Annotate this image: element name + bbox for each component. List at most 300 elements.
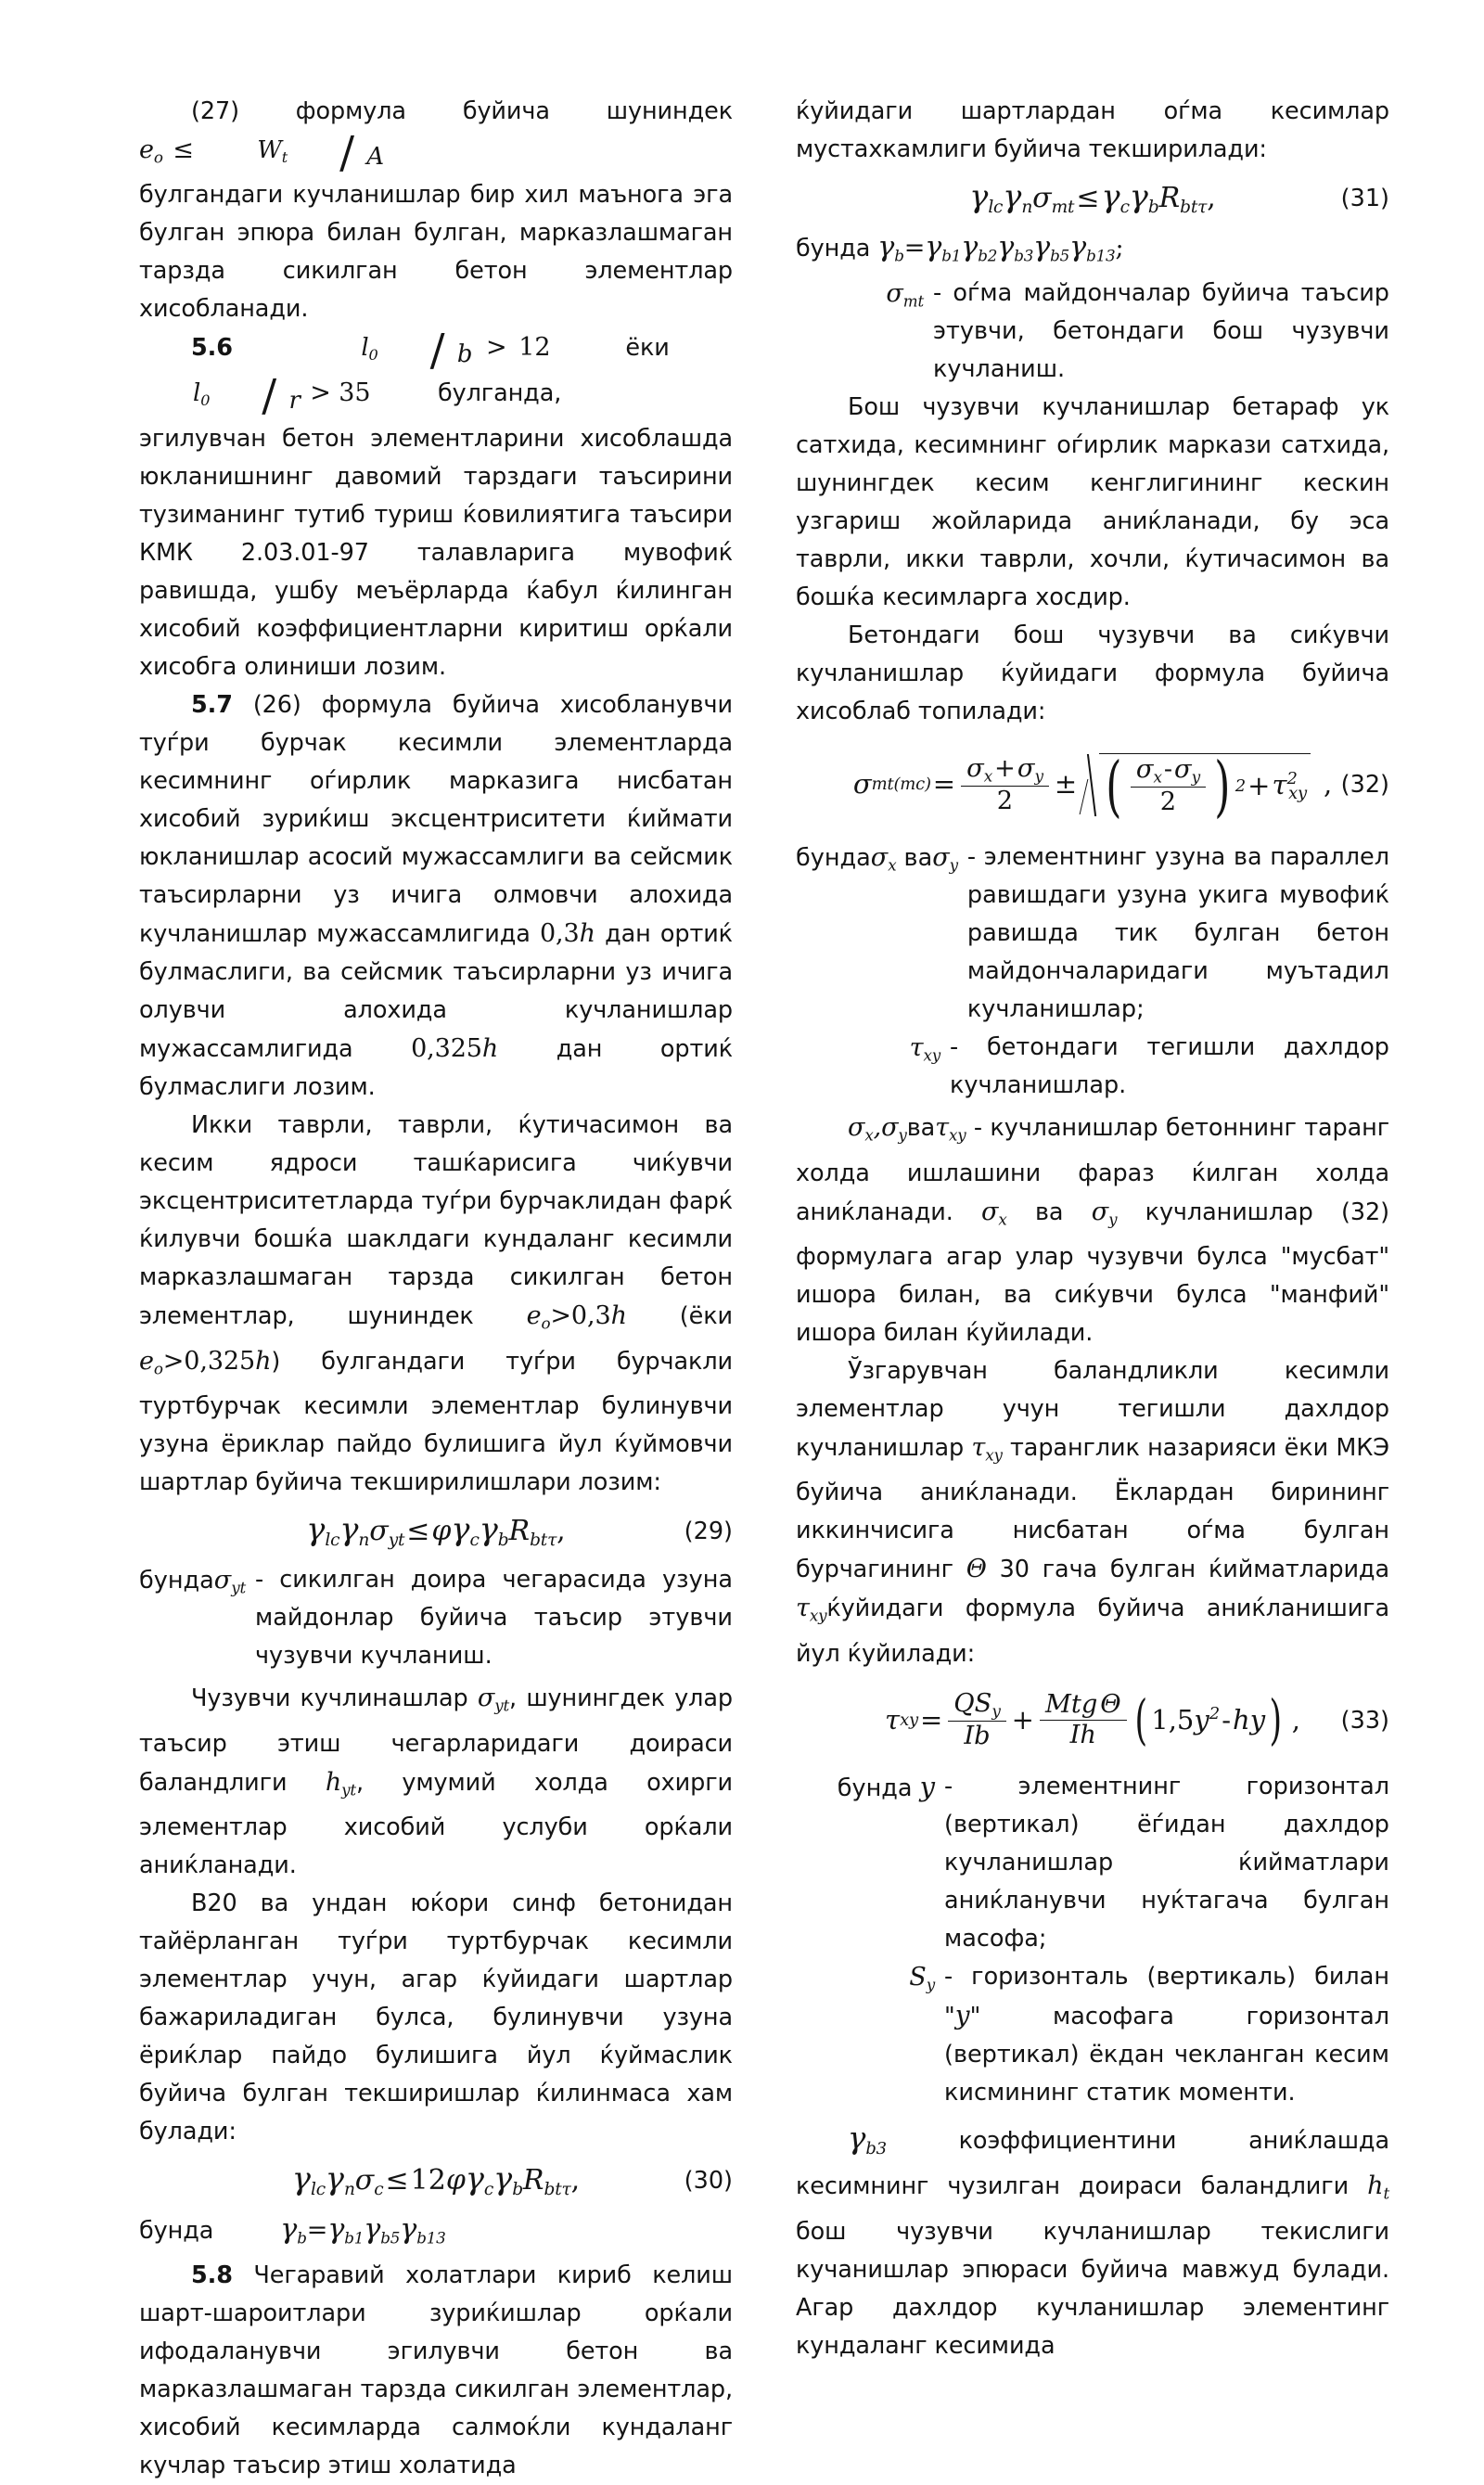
paragraph-1: булгандаги кучланишлар бир хил маънога эга булган эпюра билан булган, марказлашмаган тарзда сикилган бетон элементлар хисобланади. — [139, 181, 733, 324]
definition-sigma-x-y — [796, 839, 1389, 1029]
eq27-numerator — [205, 132, 288, 176]
eq29-sigma-sub: yt — [388, 1531, 405, 1551]
p5-sigma: σ — [477, 1684, 495, 1713]
e1-sym: e — [526, 1300, 542, 1330]
p5b-tau: τ — [796, 1594, 810, 1623]
sigma-y-sub: y — [949, 855, 958, 875]
eq32-plus2: + — [1247, 769, 1271, 801]
equation-31-number: (31) — [1340, 184, 1389, 212]
eq32-comma: , — [1323, 768, 1333, 801]
eq31b-e-sub: b13 — [1086, 246, 1116, 265]
definition-sigma-yt-label — [139, 1561, 255, 1675]
ratio1-num — [309, 329, 377, 374]
bunda-label-33: бунда — [837, 1774, 913, 1802]
eq31b-b-sub: b2 — [978, 246, 998, 265]
p4-sigma-x-sub: x — [864, 1125, 874, 1145]
eq30b-b: γ — [364, 2213, 381, 2246]
ratio1-slash: ∕ — [429, 325, 445, 377]
eq31b-a-sub: b1 — [941, 246, 962, 265]
sigma-x-sigma: σ — [870, 843, 889, 873]
eq31-sigma-sub: mt — [1051, 197, 1075, 217]
eq27-e: e — [139, 135, 154, 164]
eq27-relation: ≤ — [173, 135, 194, 164]
sigma-y-sigma: σ — [932, 843, 950, 873]
eq31b-d-sub: b5 — [1050, 246, 1070, 265]
p4-sigma-y-sub: y — [898, 1125, 907, 1145]
eq27-slash: ∕ — [339, 127, 354, 179]
eq30b-c: γ — [400, 2213, 417, 2246]
ratio2-num-sym: l — [193, 379, 201, 408]
eq31-sigma: σ — [1032, 181, 1052, 214]
sigma-yt-symbol — [214, 1566, 246, 1595]
eq32-sigma-y: σ — [1017, 753, 1035, 783]
p4-va: ва — [906, 1114, 936, 1143]
theta-symbol: Θ — [966, 1555, 987, 1584]
right-paragraph-5 — [796, 1352, 1389, 1673]
e1-h: h — [610, 1300, 627, 1330]
eq33-tau: τ — [885, 1703, 901, 1736]
eq32-plus: + — [994, 753, 1016, 783]
def32-and: ва — [903, 844, 933, 873]
sigma-x-sub: x — [888, 855, 897, 875]
h-t-symbol — [1367, 2171, 1389, 2203]
eq30-gamma-b-sub: b — [512, 2179, 523, 2199]
eq33-frac1-numerator — [948, 1690, 1005, 1721]
eq31b-gamma-sub: b — [894, 246, 904, 265]
value-0-325-h — [411, 1034, 498, 1063]
paragraph-6: В20 ва ундан юќори синф бетонидан тайёрланган туѓри туртбурчак кесимли элементлар учун, агар ќуйидаги шартлар бажариладиган булса, булинувчи узуна ёриќлар пайдо булишига йул ќуймаслик буйича булган текширишлар ќилинмаса хам булади: — [139, 1889, 733, 2146]
sigma-yt-sub: yt — [231, 1578, 246, 1597]
eq30-R: R — [522, 2163, 544, 2197]
eq29-gamma-n-sub: n — [358, 1531, 370, 1551]
eq30b-a: γ — [327, 2213, 345, 2246]
p4b-sigma-y: σ — [1091, 1197, 1109, 1226]
eq30b-a-sub: b1 — [344, 2228, 365, 2248]
right-paragraph-1: ќуйидаги шартлардан оѓма кесимлар мустахкамлиги буйича текширилади: — [796, 97, 1389, 163]
section-5-6-number: 5.6 — [191, 334, 233, 363]
ratio-l0-b-fraction — [307, 325, 474, 377]
e2-rel: >0,325 — [162, 1346, 256, 1376]
section-5-7-tail: дан ортиќ булмаслиги лозим. — [139, 1034, 733, 1101]
ratio1-relation: > 12 — [486, 333, 551, 363]
eq31b-c-sub: b3 — [1014, 246, 1034, 265]
eq30b-b-sub: b5 — [380, 2228, 401, 2248]
eq30-gamma-b: γ — [493, 2159, 513, 2197]
sigma-y-inline-p4 — [881, 1113, 907, 1145]
eq32-tau-sub: xy — [1288, 784, 1307, 804]
section-5-7-text: (26) формула буйича хисобланувчи туѓри бурчак кесимли элементларда кесимнинг оѓирлик марказига нисбатан хисобий зуриќиш эксцентриситети ќиймати юкланишлар асосий мужассамлиги ва сейсмик таъсирларни уз ичига олмовчи алохида кучланишлар мужассамлигида — [139, 690, 733, 948]
eq31b-a: γ — [925, 231, 942, 263]
eq30b-gamma: γ — [280, 2213, 298, 2246]
eq31-body — [969, 177, 1216, 217]
gamma-b3-gamma: γ — [848, 2120, 866, 2156]
eq29-comma: , — [556, 1515, 566, 1548]
right-paragraph-4 — [796, 1108, 1389, 1352]
eq31b-equals: = — [903, 234, 926, 263]
section-5-6-joiner: ёки — [625, 334, 670, 363]
eq31-gamma-b-sub: b — [1147, 197, 1159, 217]
eq33-paren-content — [1151, 1705, 1265, 1736]
definition-tau-xy-text: - бетондаги тегишли дахлдор кучланишлар. — [950, 1033, 1389, 1100]
y-symbol: y — [919, 1770, 935, 1802]
eq32-sigma-y-sub: y — [1034, 766, 1043, 786]
eq32-tau-power: 2 — [1286, 768, 1298, 788]
eq33-y-power: 2 — [1209, 1704, 1221, 1724]
eq29-sigma: σ — [369, 1515, 389, 1548]
eq31b-d: γ — [1033, 231, 1051, 263]
condition-e0-gt-0-325h — [139, 1347, 271, 1376]
eq33-minus: - — [1222, 1704, 1232, 1736]
eq31b-gamma: γ — [877, 231, 895, 263]
condition-e0-gt-0-3h — [527, 1301, 627, 1330]
equation-29-number: (29) — [684, 1518, 733, 1546]
gamma-b3-symbol — [848, 2120, 887, 2158]
p4-sigma-x: σ — [848, 1113, 865, 1143]
right-paragraph-4-b: кучланишлар (32) формулага агар улар чузувчи булса "мусбат" ишора билан, ва сиќувчи булса "манфий" ишора билан ќуйилади. — [796, 1198, 1389, 1348]
eq32-paren-open: ( — [1106, 748, 1122, 826]
eq27-fraction — [203, 127, 386, 179]
p4b-sigma-x-sub: x — [998, 1210, 1007, 1229]
definition-sigma-xy-label — [796, 839, 967, 1029]
eq31-comma: , — [1207, 181, 1216, 214]
eq31-gamma-c-sub: c — [1119, 197, 1130, 217]
ratio1-num-sym: l — [361, 334, 369, 363]
eq31-R: R — [1158, 181, 1181, 214]
p5-h: h — [325, 1767, 342, 1797]
eq29-gamma-lc-sub: lc — [325, 1531, 340, 1551]
p4-tau-sub: xy — [949, 1125, 966, 1145]
right-paragraph-6-a: коэффициентини аниќлашда кесимнинг чузилган доираси баландлиги — [796, 2126, 1389, 2201]
eq32-sigma-x: σ — [966, 753, 984, 783]
eq30b-gamma-sub: b — [297, 2228, 307, 2248]
Sy-S: S — [909, 1962, 927, 1992]
definition-Sy-text-b: " масофага горизонтал (вертикал) ёкдан чекланган кесим кисмининг статик моменти. — [944, 2002, 1389, 2107]
ratio2-num — [141, 375, 210, 419]
right-paragraph-5-c: 30 гача булган ќийматларида — [999, 1556, 1389, 1584]
sigma-yt-inline — [477, 1684, 510, 1715]
eq33-equals: = — [919, 1703, 943, 1736]
definition-Sy-text — [944, 1958, 1389, 2112]
eq29-relation: ≤ — [406, 1515, 430, 1548]
eq33-theta: Θ — [1100, 1690, 1121, 1720]
eq33-plus: + — [1011, 1703, 1034, 1736]
tau-xy-symbol — [909, 1033, 940, 1065]
sigma-y-inline-p4b — [1091, 1197, 1118, 1229]
eq31-gamma-b: γ — [1129, 177, 1148, 214]
eq30-gamma-n: γ — [325, 2159, 344, 2197]
eq32-body — [852, 748, 1333, 826]
eq32-minus: - — [1163, 755, 1173, 785]
paragraph-4-part-a: Икки таврли, таврли, ќутичасимон ва кесим ядроси ташќарисига чиќувчи эксцентриситетларда туѓри бурчаклидан фарќ ќилувчи бошќа шаклдаги кундаланг кесимли марказлашмаган тарзда сикилган бетон элементлар, шуниндек — [139, 1110, 733, 1330]
definition-y — [796, 1768, 1389, 1958]
Sy-quoted-y: y — [954, 1999, 970, 2030]
eq33-second-fraction — [1040, 1691, 1127, 1749]
right-paragraph-3: Бетондаги бош чузувчи ва сиќувчи кучланишлар ќуйидаги формула буйича хисоблаб топилади: — [796, 621, 1389, 726]
p4b-va: ва — [1034, 1198, 1064, 1226]
eq32-lhs-sub: mt(mc) — [871, 775, 931, 795]
eq33-first-fraction — [948, 1690, 1005, 1750]
eq31-gamma-lc-sub: lc — [988, 197, 1004, 217]
eq27-num-sym: W — [257, 136, 282, 164]
definition-sigma-yt — [139, 1561, 733, 1675]
eq31b-c: γ — [997, 231, 1015, 263]
eq32-square-root — [1081, 748, 1311, 826]
paragraph-5-c: , умумий холда охирги элементлар хисобий услуби орќали аниќланади. — [139, 1768, 733, 1879]
equation-27-inline — [139, 127, 386, 179]
eq33-comma: , — [1291, 1703, 1300, 1736]
paragraph-5 — [139, 1679, 733, 1885]
eq27-denominator: A — [366, 143, 384, 172]
h-t-h: h — [1367, 2171, 1384, 2201]
equation-30 — [139, 2160, 733, 2201]
ratio2-den: r — [288, 386, 301, 415]
eq27-e-sub: o — [153, 147, 163, 167]
definition-y-text: - элементнинг горизонтал (вертикал) ёѓидан дахлдор кучланишлар ќийматлари аниќланувчи нуќтагача булган масофа; — [944, 1772, 1389, 1953]
eq29-R: R — [508, 1515, 531, 1548]
definition-sigma-yt-text: - сикилган доира чегарасида узуна майдонлар буйича таъсир этувчи чузувчи кучланиш. — [254, 1566, 733, 1671]
eq32-frac1-denominator: 2 — [996, 786, 1014, 815]
eq30-sigma-sub: c — [374, 2179, 384, 2199]
eq32-frac2-numerator — [1131, 756, 1206, 787]
eq32-first-fraction — [961, 755, 1049, 815]
eq31-R-sub: btτ — [1180, 197, 1208, 217]
right-paragraph-5-a: Ўзгарувчан баландликли кесимли элементлар учун тегишли дахлдор кучланишлар — [796, 1357, 1389, 1463]
definition-Sy-text-a: - горизонталь (вертикаль) билан " — [944, 1962, 1389, 2030]
eq30-gamma-lc: γ — [291, 2159, 311, 2197]
eq32-inner-fraction — [1131, 756, 1206, 816]
eq32-r-sigma-x-sub: x — [1153, 767, 1162, 787]
eq33-QS-sub: y — [991, 1701, 1001, 1721]
paragraph-4-part-b: (ёки — [679, 1301, 733, 1330]
right-paragraph-6 — [796, 2120, 1389, 2365]
ratio1-den: b — [456, 340, 473, 369]
sigma-x-symbol — [870, 843, 897, 875]
equation-29 — [139, 1511, 733, 1552]
definition-tau-xy — [796, 1029, 1389, 1105]
e2-sub: o — [153, 1359, 163, 1378]
tau-xy-sub: xy — [923, 1045, 940, 1065]
bunda-label-31: бунда — [796, 235, 871, 263]
eq27-num-sub: t — [281, 148, 288, 167]
eq32-r-sigma-y-sub: y — [1191, 767, 1200, 787]
e2-h: h — [255, 1346, 272, 1376]
gamma-b-expansion-31 — [877, 231, 1124, 265]
eq30-gamma-c: γ — [465, 2159, 484, 2197]
eq33-coef: 1,5 — [1151, 1704, 1195, 1736]
eq29-gamma-c-sub: c — [469, 1531, 480, 1551]
val1-number: 0,3 — [539, 918, 580, 948]
paragraph-4 — [139, 1107, 733, 1503]
eq29-phi: φ — [431, 1515, 452, 1548]
p5-tau-sub: xy — [985, 1445, 1003, 1465]
eq30-phi: φ — [445, 2163, 466, 2197]
eq31-relation: ≤ — [1076, 181, 1100, 214]
eq31-gamma-lc: γ — [969, 177, 989, 214]
bunda-label-29: бунда — [139, 1567, 214, 1595]
tau-xy-inline-p5 — [971, 1433, 1003, 1465]
definition-sigma-mt-text: - оѓма майдончалар буйича таъсир этувчи, бетондаги бош чузувчи кучланиш. — [933, 279, 1389, 384]
eq32-tau-term — [1272, 770, 1307, 804]
equation-33 — [796, 1683, 1389, 1759]
eq31-gamma-n-sub: n — [1021, 197, 1033, 217]
eq33-frac2-denominator: Ih — [1069, 1721, 1096, 1750]
paragraph-4-part-c: ) булгандаги туѓри бурчакли туртбурчак кесимли элементлар булинувчи узуна ёриклар пайдо булишига йул ќуймовчи шартлар буйича текширилишлари лозим: — [139, 1347, 733, 1497]
sigma-x-inline-p4: $\sigma_x$, — [848, 1113, 882, 1145]
eq33-tau-sub: xy — [900, 1710, 918, 1730]
eq30-R-sub: btτ — [544, 2179, 571, 2199]
ratio2-num-sub: 0 — [200, 391, 211, 410]
right-paragraph-6-b: бош чузувчи кучланишлар текислиги кучанишлар эпюраси буйича мавжуд булади. Агар дахлдор кучланишлар элементинг кундаланг кесимида — [796, 2217, 1389, 2360]
p4-tau: τ — [935, 1113, 949, 1143]
eq30-gamma-lc-sub: lc — [310, 2179, 326, 2199]
eq33-frac2-numerator — [1040, 1691, 1127, 1720]
bunda-line-30 — [139, 2210, 733, 2257]
section-5-8-paragraph — [139, 2257, 733, 2485]
eq33-y: y — [1194, 1704, 1209, 1736]
equation-33-number: (33) — [1340, 1706, 1389, 1735]
eq32-paren-power: 2 — [1235, 775, 1247, 796]
eq33-frac1-denominator: Ib — [964, 1722, 991, 1751]
p4b-sigma-y-sub: y — [1108, 1210, 1118, 1229]
equation-30-number: (30) — [684, 2166, 733, 2195]
eq30-relation: ≤ — [385, 2163, 409, 2197]
bunda-line-31 — [796, 228, 1389, 275]
eq32-r-sigma-x: σ — [1135, 755, 1154, 785]
eq31b-semicolon: ; — [1115, 234, 1124, 263]
value-0-3-h — [540, 919, 595, 948]
Sy-sub: y — [926, 1975, 935, 1994]
eq32-lhs-sigma: σ — [852, 768, 872, 801]
eq29-gamma-b: γ — [479, 1511, 498, 1548]
h-t-sub: t — [1383, 2184, 1389, 2203]
eq32-paren-close: ) — [1214, 748, 1231, 826]
ratio2-slash: ∕ — [262, 370, 277, 422]
h-yt-inline — [326, 1768, 356, 1797]
eq33-paren-close: ) — [1269, 1688, 1283, 1752]
eq31b-b: γ — [961, 231, 979, 263]
sigma-mt-symbol — [886, 279, 924, 311]
eq33-paren-open: ( — [1134, 1688, 1147, 1752]
tau-xy-inline-p5b — [796, 1594, 827, 1625]
eq29-gamma-lc: γ — [306, 1511, 326, 1548]
eq29-gamma-n: γ — [339, 1511, 359, 1548]
section-5-7-number: 5.7 — [191, 690, 233, 719]
e2-sym: e — [139, 1346, 154, 1376]
eq33-Mtg: Mtg — [1044, 1690, 1098, 1720]
sigma-x-inline-p4b — [981, 1197, 1007, 1229]
paragraph-27-lead — [139, 93, 733, 179]
equation-32 — [796, 740, 1389, 829]
eq33-hy: hy — [1233, 1704, 1266, 1736]
equation-32-number: (32) — [1340, 771, 1389, 800]
eq32-frac2-denominator: 2 — [1159, 788, 1177, 817]
eq31-gamma-c: γ — [1101, 177, 1120, 214]
radical-sign-icon — [1081, 753, 1099, 816]
paragraph-2: эгилувчан бетон элементларини хисоблашда юкланишнинг давомий тарздаги таъсирини тузиманинг тутиб туриш ќовилиятига таъсири КМК 2.03.01-97 талавларига мувофиќ равишда, ушбу меъёрларда ќабул ќилинган хисобий коэффициентларни киритиш орќали хисобга олиниши лозим. — [139, 424, 733, 681]
section-5-6-line — [139, 325, 733, 422]
eq31b-e: γ — [1069, 231, 1087, 263]
right-column — [796, 93, 1389, 2360]
definition-Sy — [796, 1958, 1389, 2112]
paragraph-5-b: , шунингдек улар таъсир этиш чегарларидаги доираси баландлиги — [139, 1684, 733, 1797]
right-paragraph-5-b: таранглик назарияси ёки МКЭ буйича аниќланади. Ёклардан бирининг иккинчисига нисбатан оѓма булган бурчагининг — [796, 1434, 1389, 1584]
bunda-label-30: бунда — [139, 2217, 214, 2245]
sigma-mt-sigma: σ — [886, 279, 903, 309]
eq33-QS: QS — [953, 1689, 992, 1719]
eq32-plus-minus: ± — [1054, 768, 1078, 801]
gamma-b3-sub: b3 — [865, 2138, 887, 2158]
definition-Sy-label — [851, 1958, 944, 2112]
eq30-gamma-c-sub: c — [483, 2179, 494, 2199]
eq29-gamma-c: γ — [451, 1511, 470, 1548]
eq30-comma: , — [570, 2163, 581, 2197]
eq31-gamma-n: γ — [1003, 177, 1022, 214]
val2-symbol: h — [481, 1033, 499, 1063]
p5b-tau-sub: xy — [809, 1606, 827, 1625]
paragraph-5-a: Чузувчи кучлинашлар — [191, 1684, 468, 1713]
eq32-equals: = — [932, 768, 956, 801]
p5-sigma-sub: yt — [494, 1696, 510, 1715]
lead-27-text: (27) формула буйича шуниндек — [191, 97, 733, 125]
definition-sigma-mt-label — [851, 275, 933, 389]
p5-tau: τ — [971, 1433, 986, 1463]
spacer-before-p6 — [796, 2112, 1389, 2120]
definition-sigma-xy-text: - элементнинг узуна ва параллел равишдаги узуна укига мувофиќ равишда тик булган бетон майдончаларидаги муътадил кучланишлар; — [966, 843, 1389, 1024]
p4-sigma-y: σ — [881, 1113, 899, 1143]
eq29-gamma-b-sub: b — [497, 1531, 509, 1551]
eq30-gamma-n-sub: n — [344, 2179, 355, 2199]
eq32-frac1-numerator — [961, 755, 1049, 786]
ratio-l0-b — [307, 325, 562, 377]
eq30b-c-sub: b13 — [416, 2228, 446, 2248]
eq30-sigma: σ — [354, 2163, 375, 2197]
right-paragraph-2: Бош чузувчи кучланишлар бетараф ук сатхида, кесимнинг оѓирлик маркази сатхида, шунингдек кесим кенглигининг кескин узгариш жойларида аниќланади, бу эса таврли, икки таврли, хочли, ќутичасимон ва бошќа кесимларга хосдир. — [796, 393, 1389, 612]
section-5-7-mid: дан ортиќ булмаслиги, ва сейсмик таъсирларни уз ичига олувчи алохида кучланишлар мужассамлигида — [139, 919, 733, 1063]
tau-xy-tau: τ — [909, 1033, 924, 1063]
eq29-R-sub: btτ — [530, 1531, 557, 1551]
definition-sigma-mt — [796, 275, 1389, 389]
eq30b-equals: = — [306, 2216, 328, 2245]
p4b-sigma-x: σ — [981, 1197, 999, 1226]
eq32-tau: τ — [1272, 768, 1287, 801]
sigma-y-symbol — [932, 843, 958, 875]
Sy-symbol — [909, 1963, 935, 1992]
ratio-l0-r — [139, 370, 378, 422]
section-5-8-number: 5.8 — [191, 2261, 233, 2290]
eq33-body — [885, 1690, 1300, 1750]
tau-xy-inline-p4 — [935, 1113, 966, 1145]
eq30-coefficient: 12 — [410, 2163, 446, 2197]
ratio1-num-sub: 0 — [368, 346, 378, 365]
eq32-paren-group — [1101, 748, 1235, 826]
right-paragraph-4-a: - кучланишлар бетоннинг таранг холда ишлашини фараз ќилган холда аниќланади. — [796, 1114, 1389, 1226]
val2-number: 0,325 — [411, 1033, 482, 1063]
e1-sub: o — [541, 1313, 551, 1332]
sigma-yt-sigma: σ — [213, 1566, 232, 1595]
eq30-body — [291, 2159, 581, 2199]
ratio2-relation: > 35 — [310, 378, 371, 408]
sigma-mt-sub: mt — [902, 291, 924, 311]
bunda-label-32: бунда — [796, 844, 871, 873]
gamma-b-expansion-30 — [280, 2213, 446, 2248]
section-5-7-paragraph — [139, 686, 733, 1107]
p5-h-sub: yt — [341, 1780, 356, 1799]
definition-tau-xy-label — [851, 1029, 950, 1105]
val1-symbol: h — [579, 918, 595, 948]
right-paragraph-5-d: ќуйидаги формула буйича аниќланишига йул ќуйилади: — [796, 1595, 1389, 1668]
definition-y-label — [796, 1768, 944, 1958]
eq32-r-sigma-y: σ — [1174, 755, 1192, 785]
